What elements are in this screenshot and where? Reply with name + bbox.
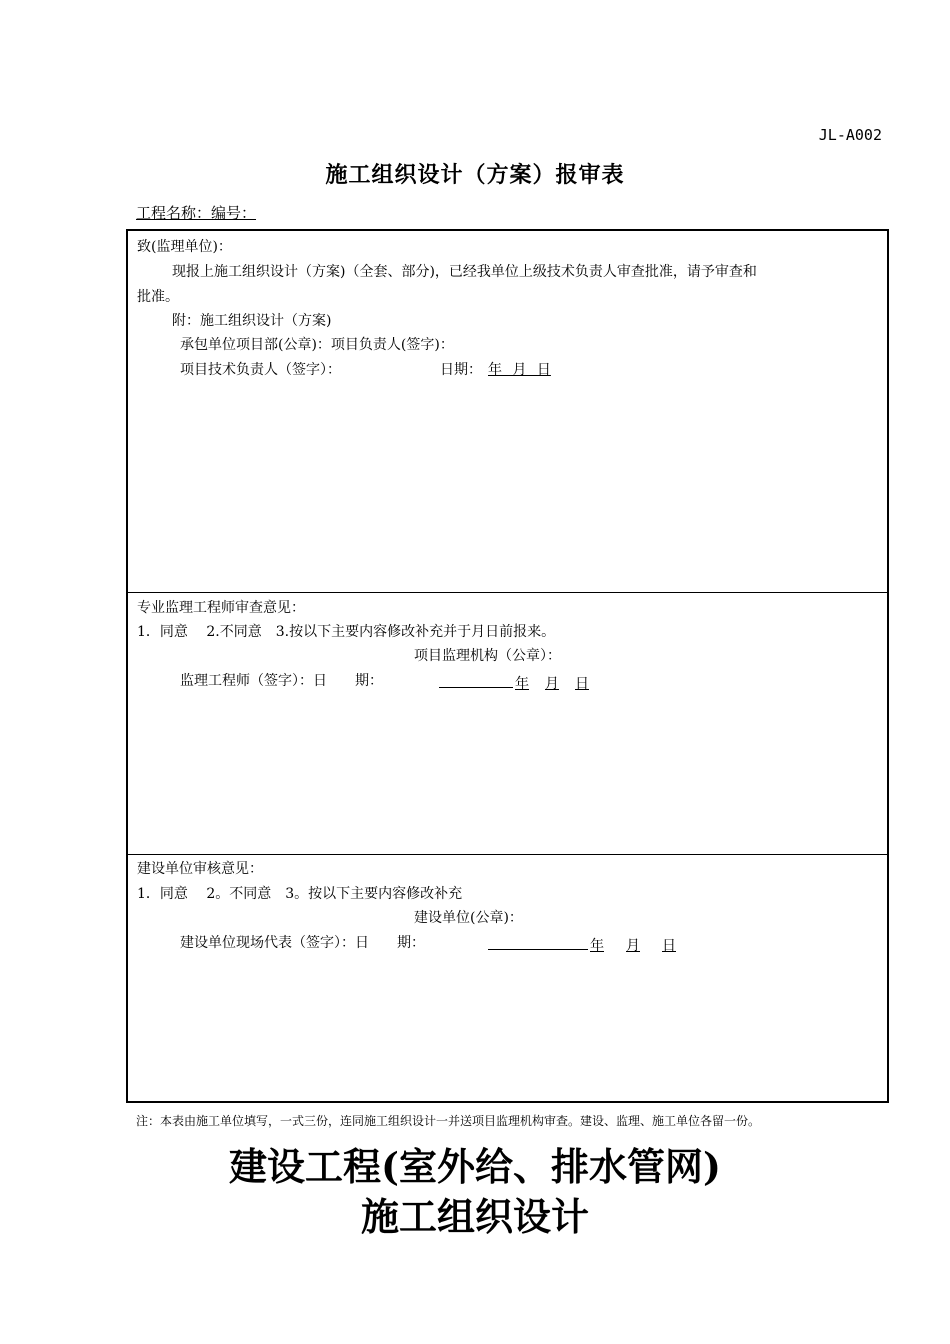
form-code: JL-A002: [818, 126, 882, 144]
approval-form-table: [126, 229, 889, 1103]
supervisor-date-field: [439, 671, 589, 694]
supervisor-signature: 监理工程师（签字）：日 期：: [180, 673, 383, 689]
document-title-line1: 建设工程(室外给、排水管网): [229, 1144, 721, 1189]
document-title-line2: 施工组织设计: [360, 1194, 589, 1239]
submission-section: [128, 231, 887, 593]
blank-underline: [488, 933, 588, 950]
date-day: 日: [662, 938, 676, 954]
supervision-org-stamp: 项目监理机构（公章）：: [414, 648, 561, 664]
supervisor-review-section: [128, 593, 887, 855]
submission-body-line2: 批准。: [137, 289, 179, 305]
supervisor-heading: 专业监理工程师审查意见：: [137, 600, 305, 616]
form-note: 注：本表由施工单位填写，一式三份，连同施工组织设计一并送项目监理机构审查。建设、监理、施工单位各留一份。: [136, 1114, 761, 1128]
date-value: 年 月 日: [488, 362, 551, 378]
date-month: 月: [626, 938, 640, 954]
owner-rep-signature: 建设单位现场代表（签字）：日 期：: [180, 935, 425, 951]
date-year: 年: [590, 938, 604, 954]
form-title: 施工组织设计（方案）报审表: [325, 163, 625, 188]
supervisor-options: 1．同意 2.不同意 3.按以下主要内容修改补充并于月日前报来。: [137, 624, 556, 640]
contractor-line: 承包单位项目部(公章)：项目负责人(签字)：: [180, 337, 454, 353]
attachment-line: 附：施工组织设计（方案): [172, 313, 332, 329]
owner-options: 1．同意 2。不同意 3。按以下主要内容修改补充: [137, 886, 463, 902]
date-day: 日: [575, 676, 589, 692]
submission-body-line1: 现报上施工组织设计（方案)（全套、部分)，已经我单位上级技术负责人审查批准，请予审查和: [172, 264, 757, 280]
date-label: 日期：: [440, 362, 482, 378]
owner-heading: 建设单位审核意见：: [137, 861, 263, 877]
date-year: 年: [515, 676, 529, 692]
blank-underline: [439, 671, 513, 688]
owner-date-field: [488, 933, 676, 956]
owner-review-section: [128, 855, 887, 1103]
addressee: 致(监理单位)：: [137, 239, 232, 255]
owner-unit-stamp: 建设单位(公章)：: [414, 910, 523, 926]
project-name-line: 工程名称：编号：: [136, 204, 257, 222]
tech-lead-signature: 项目技术负责人（签字）：: [180, 362, 341, 378]
date-month: 月: [545, 676, 559, 692]
